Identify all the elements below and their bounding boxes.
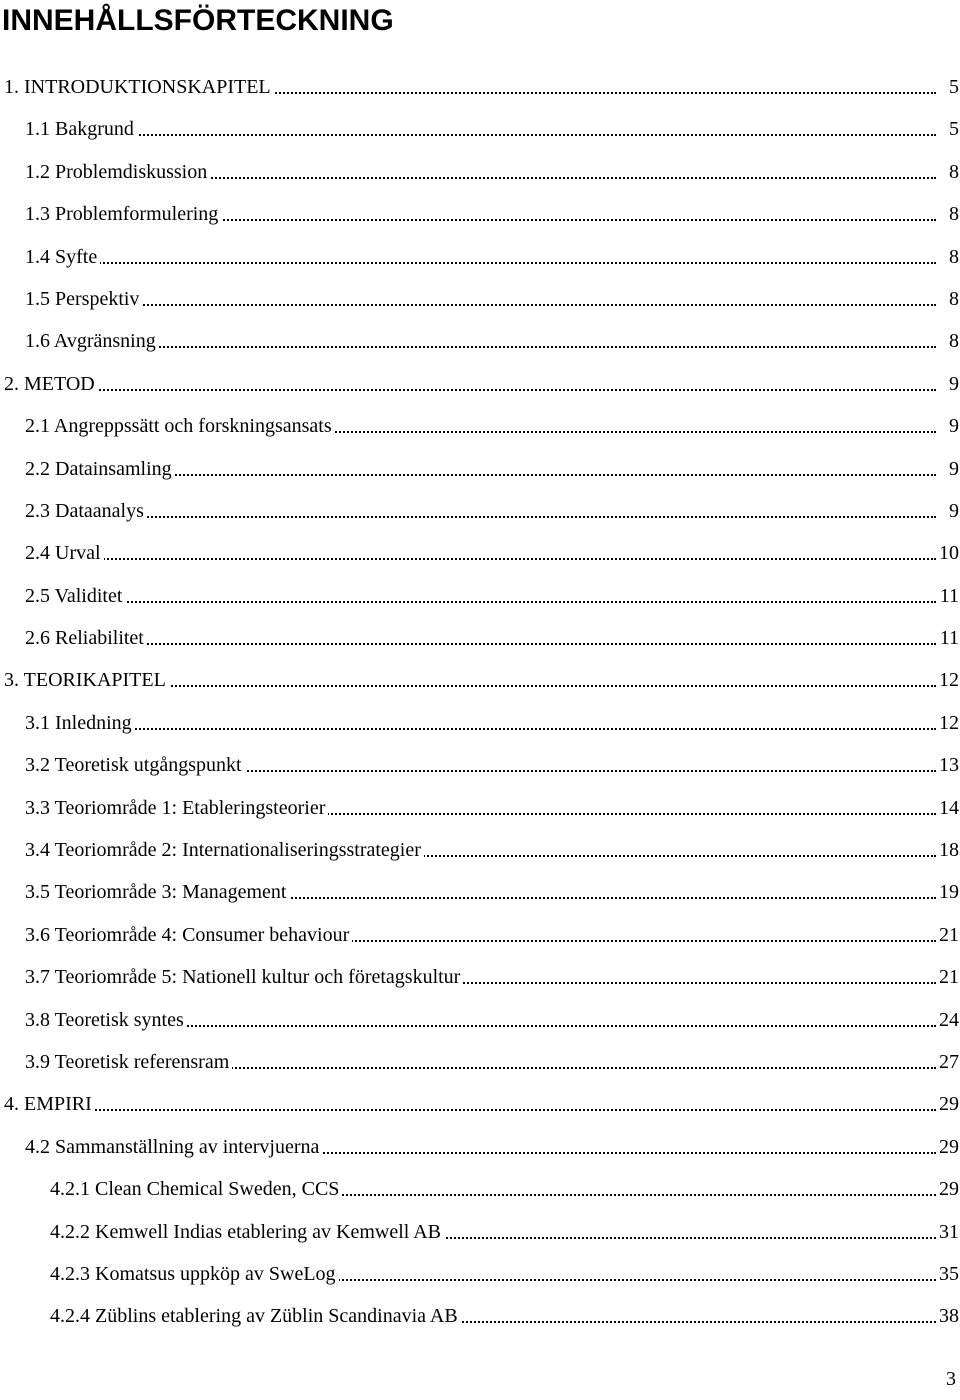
toc-entry-page: 13 [936, 752, 959, 778]
dot-leader [28, 599, 936, 603]
toc-entry-label: 2.2 Datainsamling [25, 456, 175, 482]
toc-entry-label: 4.2.1 Clean Chemical Sweden, CCS [50, 1176, 342, 1202]
toc-entry[interactable] [0, 702, 960, 744]
toc-entry[interactable] [0, 108, 960, 150]
toc-entry-page: 5 [946, 116, 959, 142]
toc-entry[interactable] [0, 999, 960, 1041]
toc-entry[interactable] [0, 787, 960, 829]
toc-entry-label: 4.2.2 Kemwell Indias etablering av Kemwell AB [50, 1219, 444, 1245]
toc-entry[interactable] [0, 871, 960, 913]
toc-entry-label: 4. EMPIRI [4, 1091, 95, 1117]
toc-entry-label: 3.6 Teoriområde 4: Consumer behaviour [25, 922, 352, 948]
toc-entry-page: 35 [936, 1261, 959, 1287]
toc-entry-page: 8 [946, 286, 959, 312]
toc-entry-label: 1.6 Avgränsning [25, 328, 159, 354]
toc-entry[interactable] [0, 193, 960, 235]
toc-entry-page: 29 [936, 1091, 959, 1117]
toc-entry[interactable] [0, 659, 960, 701]
toc-entry[interactable] [0, 66, 960, 108]
toc-entry[interactable] [0, 1083, 960, 1125]
toc-entry-label: 1.1 Bakgrund [25, 116, 137, 142]
dot-leader [28, 641, 936, 645]
toc-entry-page: 8 [946, 328, 959, 354]
toc-entry-page: 12 [936, 667, 959, 693]
dot-leader [28, 514, 936, 518]
toc-entry-label: 1.4 Syfte [25, 244, 100, 270]
toc-entry-page: 18 [936, 837, 959, 863]
dot-leader [28, 344, 936, 348]
toc-entry-label: 3.4 Teoriområde 2: Internationaliseringsstrategier [25, 837, 424, 863]
toc-entry[interactable] [0, 1041, 960, 1083]
toc-entry-page: 5 [946, 74, 959, 100]
toc-entry-page: 9 [946, 456, 959, 482]
toc-entry-page: 9 [946, 371, 959, 397]
toc-entry[interactable] [0, 1211, 960, 1253]
page-number: 3 [946, 1368, 956, 1390]
toc-entry[interactable] [0, 363, 960, 405]
toc-entry-label: 2.1 Angreppssätt och forskningsansats [25, 413, 335, 439]
toc-entry-label: 1.5 Perspektiv [25, 286, 142, 312]
toc-entry[interactable] [0, 490, 960, 532]
toc-entry-label: 2. METOD [4, 371, 98, 397]
toc-entry-label: 4.2 Sammanställning av intervjuerna [25, 1134, 322, 1160]
toc-entry-page: 19 [936, 879, 959, 905]
toc-entry[interactable] [0, 1126, 960, 1168]
toc-entry-page: 21 [936, 964, 959, 990]
toc-entry-label: 4.2.4 Züblins etablering av Züblin Scandinavia AB [50, 1303, 461, 1329]
toc-entry[interactable] [0, 236, 960, 278]
dot-leader [8, 387, 936, 391]
toc-entry-label: 2.6 Reliabilitet [25, 625, 147, 651]
toc-entry-label: 3.7 Teoriområde 5: Nationell kultur och företagskultur [25, 964, 463, 990]
toc-entry-page: 24 [936, 1007, 959, 1033]
toc-entry[interactable] [0, 320, 960, 362]
toc-entry[interactable] [0, 151, 960, 193]
toc-entry-label: 3.9 Teoretisk referensram [25, 1049, 232, 1075]
dot-leader [28, 726, 936, 730]
toc-entry-page: 11 [937, 625, 959, 651]
toc-entry-page: 29 [936, 1134, 959, 1160]
toc-entry-page: 9 [946, 498, 959, 524]
toc-entry-page: 27 [936, 1049, 959, 1075]
toc-entry-page: 8 [946, 201, 959, 227]
dot-leader [28, 260, 936, 264]
toc-entry-page: 21 [936, 922, 959, 948]
toc-entry-page: 31 [936, 1219, 959, 1245]
toc-entry-label: 3.3 Teoriområde 1: Etableringsteorier [25, 795, 328, 821]
table-of-contents [0, 66, 960, 1338]
toc-entry[interactable] [0, 956, 960, 998]
toc-entry-page: 29 [936, 1176, 959, 1202]
toc-entry[interactable] [0, 532, 960, 574]
toc-entry[interactable] [0, 829, 960, 871]
dot-leader [28, 302, 936, 306]
toc-entry[interactable] [0, 1253, 960, 1295]
toc-entry-label: 3. TEORIKAPITEL [4, 667, 169, 693]
toc-entry[interactable] [0, 405, 960, 447]
dot-leader [8, 1107, 936, 1111]
page-title: INNEHÅLLSFÖRTECKNING [2, 4, 394, 37]
toc-entry-label: 1. INTRODUKTIONSKAPITEL [4, 74, 274, 100]
toc-entry-page: 10 [936, 540, 959, 566]
toc-entry-page: 12 [936, 710, 959, 736]
toc-entry-label: 4.2.3 Komatsus uppköp av SweLog [50, 1261, 339, 1287]
toc-entry-page: 11 [937, 583, 959, 609]
toc-entry[interactable] [0, 744, 960, 786]
toc-entry-label: 1.2 Problemdiskussion [25, 159, 210, 185]
toc-entry-label: 2.4 Urval [25, 540, 104, 566]
toc-entry[interactable] [0, 617, 960, 659]
toc-entry-page: 14 [936, 795, 959, 821]
toc-entry-label: 3.5 Teoriområde 3: Management [25, 879, 289, 905]
dot-leader [28, 132, 936, 136]
toc-entry-label: 3.8 Teoretisk syntes [25, 1007, 187, 1033]
toc-entry-label: 1.3 Problemformulering [25, 201, 221, 227]
toc-entry[interactable] [0, 575, 960, 617]
toc-entry[interactable] [0, 1168, 960, 1210]
toc-entry-page: 8 [946, 159, 959, 185]
toc-entry-label: 3.1 Inledning [25, 710, 135, 736]
toc-entry[interactable] [0, 1295, 960, 1337]
toc-entry[interactable] [0, 914, 960, 956]
dot-leader [28, 556, 936, 560]
toc-entry-label: 2.3 Dataanalys [25, 498, 147, 524]
toc-entry[interactable] [0, 278, 960, 320]
toc-entry-label: 3.2 Teoretisk utgångspunkt [25, 752, 245, 778]
toc-entry-page: 8 [946, 244, 959, 270]
toc-entry-label: 2.5 Validitet [25, 583, 125, 609]
toc-entry-page: 9 [946, 413, 959, 439]
toc-entry[interactable] [0, 448, 960, 490]
toc-entry-page: 38 [936, 1303, 959, 1329]
